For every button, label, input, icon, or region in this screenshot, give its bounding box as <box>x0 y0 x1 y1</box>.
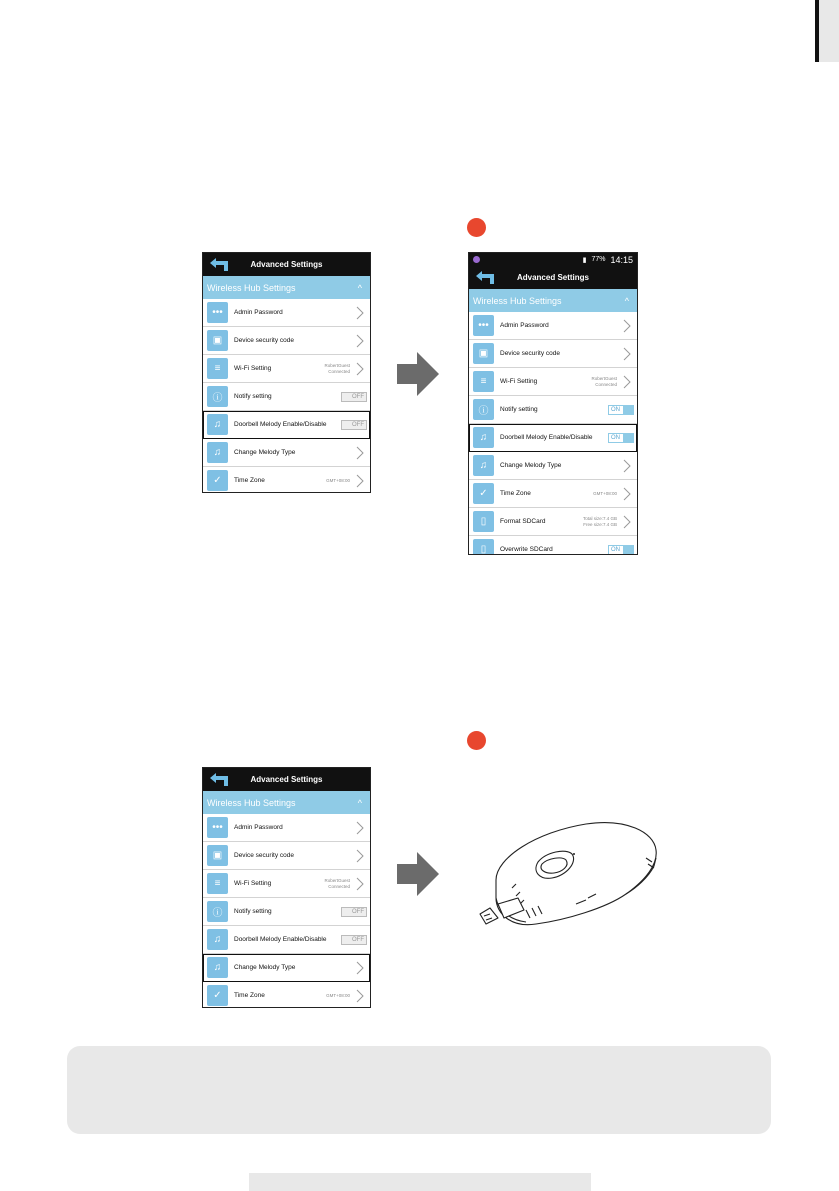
step-marker-1 <box>467 218 486 237</box>
section-header[interactable] <box>469 289 637 312</box>
settings-row-label: Overwrite SDCard <box>500 546 553 553</box>
settings-row-label: Device security code <box>500 350 560 357</box>
music-note-icon: ♫ <box>207 414 228 435</box>
settings-row-label: Wi-Fi Setting <box>234 365 272 372</box>
section-header[interactable] <box>203 791 370 814</box>
status-clock: 14:15 <box>610 254 633 265</box>
settings-row[interactable] <box>203 383 370 411</box>
settings-row-detail <box>326 478 350 483</box>
settings-row-label: Notify setting <box>234 393 272 400</box>
settings-row-label: Admin Password <box>234 309 283 316</box>
settings-row-detail <box>593 491 617 496</box>
section-title: Wireless Hub Settings <box>473 295 562 306</box>
settings-row[interactable] <box>469 424 637 452</box>
keypad-icon: ••• <box>207 817 228 838</box>
settings-row[interactable] <box>203 870 370 898</box>
settings-row-detail <box>326 993 350 998</box>
settings-row-label: Time Zone <box>234 477 265 484</box>
toggle-knob <box>623 546 633 554</box>
back-arrow-icon[interactable] <box>475 271 495 284</box>
settings-row-detail-line: GMT+08:00 <box>326 992 350 998</box>
toggle-switch[interactable] <box>608 545 634 555</box>
chevron-right-icon[interactable] <box>354 877 366 891</box>
chevron-right-icon[interactable] <box>354 474 366 488</box>
settings-row-label: Format SDCard <box>500 518 546 525</box>
settings-row-label: Admin Password <box>234 824 283 831</box>
settings-row-label: Wi-Fi Setting <box>500 378 538 385</box>
settings-row-label: Notify setting <box>500 406 538 413</box>
section-header[interactable] <box>203 276 370 299</box>
chevron-up-icon: ^ <box>357 282 362 293</box>
settings-row-detail-line: RobertGuest <box>324 363 350 369</box>
phone-screen-before <box>202 252 371 493</box>
toggle-switch[interactable] <box>341 935 367 945</box>
section-title: Wireless Hub Settings <box>207 282 296 293</box>
app-notification-icon <box>473 256 480 263</box>
chevron-up-icon: ^ <box>624 295 629 306</box>
settings-row-label: Change Melody Type <box>500 462 562 469</box>
lock-icon: ▣ <box>473 343 494 364</box>
wireless-hub-device-illustration <box>476 818 660 936</box>
toggle-label: ON <box>611 434 620 441</box>
chevron-right-icon[interactable] <box>621 459 633 473</box>
chevron-right-icon[interactable] <box>354 446 366 460</box>
settings-row[interactable] <box>203 898 370 926</box>
keypad-icon: ••• <box>207 302 228 323</box>
chevron-right-icon[interactable] <box>621 319 633 333</box>
chevron-right-icon[interactable] <box>354 821 366 835</box>
settings-row-detail-line: RobertGuest <box>324 878 350 884</box>
settings-row-detail-line: RobertGuest <box>591 376 617 382</box>
chevron-right-icon[interactable] <box>621 375 633 389</box>
music-note-icon: ♫ <box>473 427 494 448</box>
settings-row-label: Time Zone <box>500 490 531 497</box>
chevron-right-icon[interactable] <box>621 347 633 361</box>
toggle-label: ON <box>611 406 620 413</box>
chevron-right-icon[interactable] <box>621 487 633 501</box>
toggle-switch[interactable] <box>341 907 367 917</box>
toggle-label: OFF <box>352 908 364 915</box>
phone-screen-melody <box>202 767 371 1008</box>
settings-row[interactable] <box>469 480 637 508</box>
settings-row-detail-line: GMT+08:00 <box>326 477 350 483</box>
settings-row-label: Change Melody Type <box>234 449 296 456</box>
settings-row[interactable] <box>203 439 370 467</box>
note-panel <box>67 1046 771 1134</box>
speech-bubble-icon: ⓘ <box>207 901 228 922</box>
music-note-icon: ♫ <box>473 455 494 476</box>
settings-row[interactable] <box>469 368 637 396</box>
title-bar <box>203 253 370 276</box>
settings-row[interactable] <box>203 814 370 842</box>
settings-row[interactable] <box>203 299 370 327</box>
sdcard-icon: ▯ <box>473 511 494 532</box>
toggle-label: OFF <box>352 936 364 943</box>
music-note-icon: ♫ <box>207 442 228 463</box>
clock-check-icon: ✓ <box>207 470 228 491</box>
toggle-switch[interactable] <box>341 420 367 430</box>
chevron-right-icon[interactable] <box>354 989 366 1003</box>
wifi-icon: ≡ <box>473 371 494 392</box>
title-bar <box>469 266 637 289</box>
settings-row-label: Wi-Fi Setting <box>234 880 272 887</box>
lock-icon: ▣ <box>207 330 228 351</box>
right-arrow-icon <box>397 352 439 396</box>
settings-row[interactable] <box>469 312 637 340</box>
settings-row-label: Doorbell Melody Enable/Disable <box>234 421 327 428</box>
sdcard-icon: ▯ <box>473 539 494 555</box>
settings-row[interactable] <box>203 327 370 355</box>
settings-row-detail-line: Connected <box>328 368 350 374</box>
chevron-right-icon[interactable] <box>354 362 366 376</box>
back-arrow-icon[interactable] <box>209 258 229 271</box>
section-title: Wireless Hub Settings <box>207 797 296 808</box>
clock-check-icon: ✓ <box>473 483 494 504</box>
settings-row-detail-line: GMT+08:00 <box>593 490 617 496</box>
settings-row[interactable] <box>203 842 370 870</box>
settings-row-detail-line: Connected <box>595 381 617 387</box>
settings-row-detail <box>324 363 350 374</box>
settings-row[interactable] <box>203 411 370 439</box>
page-title: Advanced Settings <box>516 273 589 282</box>
settings-row-detail-line: Total size:7.4 GB <box>582 516 617 522</box>
settings-row-detail <box>591 376 617 387</box>
right-arrow-icon <box>397 852 439 896</box>
toggle-label: ON <box>611 546 620 553</box>
clock-check-icon: ✓ <box>207 985 228 1006</box>
settings-row[interactable] <box>203 954 370 982</box>
settings-row[interactable] <box>469 536 637 555</box>
toggle-label: OFF <box>352 393 364 400</box>
settings-row-label: Admin Password <box>500 322 549 329</box>
back-arrow-icon[interactable] <box>209 773 229 786</box>
phone-screen-after <box>468 252 638 555</box>
settings-row[interactable] <box>203 982 370 1008</box>
signal-icon: ▮ <box>582 256 587 264</box>
settings-row-label: Doorbell Melody Enable/Disable <box>234 936 327 943</box>
settings-row[interactable] <box>469 508 637 536</box>
step-marker-2 <box>467 731 486 750</box>
battery-level: 77% <box>591 256 606 263</box>
chevron-right-icon[interactable] <box>354 306 366 320</box>
settings-row-detail-line: Connected <box>328 883 350 889</box>
toggle-knob <box>623 434 633 442</box>
wifi-icon: ≡ <box>207 873 228 894</box>
speech-bubble-icon: ⓘ <box>207 386 228 407</box>
footer-bar <box>249 1173 591 1191</box>
settings-row-label: Device security code <box>234 852 294 859</box>
settings-row-label: Time Zone <box>234 992 265 999</box>
chevron-up-icon: ^ <box>357 797 362 808</box>
lock-icon: ▣ <box>207 845 228 866</box>
title-bar <box>203 768 370 791</box>
toggle-switch[interactable] <box>608 405 634 415</box>
page-title: Advanced Settings <box>250 775 323 784</box>
chevron-right-icon[interactable] <box>354 961 366 975</box>
chevron-right-icon[interactable] <box>621 515 633 529</box>
settings-row-detail <box>583 516 617 527</box>
page-edge-tab <box>815 0 839 62</box>
settings-row[interactable] <box>469 396 637 424</box>
settings-row-label: Doorbell Melody Enable/Disable <box>500 434 593 441</box>
wifi-icon: ≡ <box>207 358 228 379</box>
settings-row[interactable] <box>203 355 370 383</box>
chevron-right-icon[interactable] <box>354 334 366 348</box>
settings-row-detail <box>324 878 350 889</box>
toggle-knob <box>623 406 633 414</box>
chevron-right-icon[interactable] <box>354 849 366 863</box>
keypad-icon: ••• <box>473 315 494 336</box>
settings-row[interactable] <box>469 452 637 480</box>
settings-row-label: Change Melody Type <box>234 964 296 971</box>
settings-row[interactable] <box>469 340 637 368</box>
toggle-switch[interactable] <box>341 392 367 402</box>
settings-row-detail-line: Free size:7.4 GB <box>583 521 617 527</box>
settings-row-label: Device security code <box>234 337 294 344</box>
music-note-icon: ♫ <box>207 957 228 978</box>
settings-row[interactable] <box>203 926 370 954</box>
speech-bubble-icon: ⓘ <box>473 399 494 420</box>
status-bar <box>469 253 637 266</box>
settings-row[interactable] <box>203 467 370 493</box>
settings-row-label: Notify setting <box>234 908 272 915</box>
page-title: Advanced Settings <box>250 260 323 269</box>
toggle-switch[interactable] <box>608 433 634 443</box>
music-note-icon: ♫ <box>207 929 228 950</box>
toggle-label: OFF <box>352 421 364 428</box>
